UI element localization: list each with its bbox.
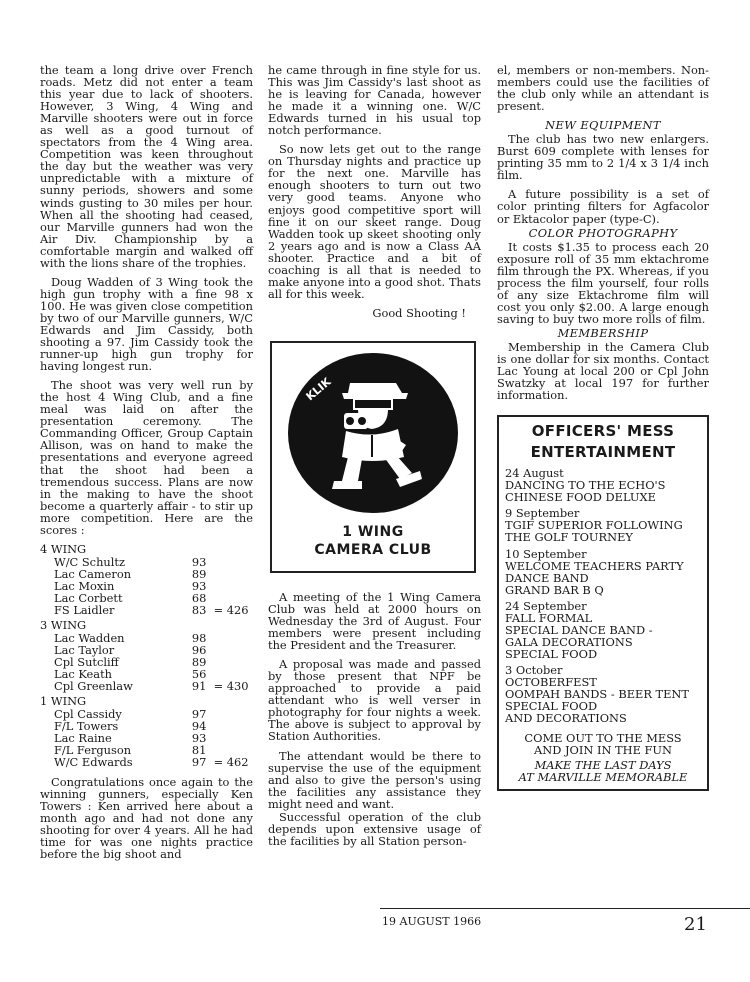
shooter-score: 89 [191, 566, 207, 581]
team-total [214, 580, 253, 592]
officers-mess-box [497, 415, 709, 791]
team-total: = 462 [213, 754, 249, 769]
shooter-score: 97 [191, 754, 207, 769]
team-total [214, 656, 253, 668]
article-paragraph: el, members or non-members. Non-members could use the facilities of the club only while an attendant is present. [497, 63, 709, 114]
shooter-name: Lac Corbett [54, 590, 123, 605]
team-name: 4 WING [40, 541, 87, 556]
event-line: SPECIAL FOOD [505, 646, 598, 661]
shooter-name: Lac Keath [54, 666, 113, 681]
mess-closing-italic: AT MARVILLE MEMORABLE [518, 770, 688, 785]
shooter-name: Lac Cameron [54, 566, 132, 581]
event-line: WELCOME TEACHERS PARTY [505, 558, 684, 573]
event-date: 24 August [505, 466, 564, 481]
shooter-score: 91 [191, 678, 207, 693]
shooter-name: Lac Moxin [54, 578, 115, 593]
shooter-name: F/L Towers [54, 718, 119, 733]
team-block [40, 695, 253, 768]
mess-title-line2: ENTERTAINMENT [530, 443, 676, 462]
event-line: AND DECORATIONS [505, 711, 627, 726]
team-total: = 426 [213, 602, 249, 617]
shooter-name: Cpl Sutcliff [54, 654, 119, 669]
score-row [40, 604, 253, 616]
event-date: 24 September [505, 598, 587, 613]
section-heading: MEMBERSHIP [557, 325, 649, 340]
event-line: SPECIAL FOOD [505, 699, 598, 714]
team-total: = 430 [213, 678, 249, 693]
shooter-name: Lac Taylor [54, 642, 115, 657]
mess-event [505, 507, 701, 543]
shooter-score: 98 [191, 630, 207, 645]
article-paragraph: Membership in the Camera Club is one dollar for six months. Contact Lac Young at local 200 or Cpl John Swatzky at local 197 for further information. [497, 339, 709, 403]
column-right [497, 64, 709, 791]
article-paragraph: the team a long drive over French roads. Metz did not enter a team this year due to lack of shooters. However, 3 Wing, 4 Wing and Marville shooters were out in force as well as a good turnout of spectators from the 4 Wing area. Competition was keen throughout the day but the weather was very unpredictable with a mixture of sunny periods, showers and some winds gusting to 30 miles per hour. When all the shooting had ceased, our Marville gunners had won the Air Div. Championship by a comfortable margin and walked off with the lions share of the trophies. [40, 63, 253, 270]
article-paragraph: he came through in fine style for us. This was Jim Cassidy's last shoot as he is leaving for Canada, however he made it a winning one. W/C Edwards turned in his usual top notch performance. [268, 63, 481, 138]
team-total [214, 556, 253, 568]
score-row [40, 756, 253, 768]
section-heading: COLOR PHOTOGRAPHY [528, 225, 678, 240]
event-line: DANCING TO THE ECHO'S [505, 478, 666, 493]
team-name: 3 WING [40, 617, 87, 632]
team-total [214, 732, 253, 744]
shooter-name: Cpl Cassidy [54, 706, 122, 721]
shooter-score: 97 [191, 706, 207, 721]
mess-closing-line: COME OUT TO THE MESS [524, 731, 682, 746]
photographer-illustration [288, 353, 458, 513]
photographer-drawing [288, 353, 458, 513]
article-paragraph: A proposal was made and passed by those present that NPF be approached to provide a paid attendant who is well verser in photography for four nights a week. The above is subject to approval by Station Authorities. [268, 657, 481, 744]
sign-off: Good Shooting ! [372, 305, 466, 320]
article-paragraph: Congratulations once again to the winning gunners, especially Ken Towers : Ken arrived here about a month ago and had not done any shooting for over 4 years. All he had time for was one nights practice before the big shoot and [40, 774, 253, 862]
shooter-score: 93 [191, 578, 207, 593]
event-line: DANCE BAND [505, 570, 589, 585]
issue-date: 19 AUGUST 1966 [382, 915, 482, 928]
shooter-name: Cpl Greenlaw [54, 678, 133, 693]
event-line: THE GOLF TOURNEY [505, 530, 633, 545]
event-line: CHINESE FOOD DELUXE [505, 490, 656, 505]
score-table [40, 543, 253, 768]
article-paragraph: A future possibility is a set of color printing filters for Agfacolor or Ektacolor paper (type-C). [497, 187, 709, 226]
team-block [40, 543, 253, 616]
column-left [40, 64, 253, 867]
event-line: TGIF SUPERIOR FOLLOWING [505, 518, 683, 533]
article-paragraph: The club has two new enlargers. Burst 609 complete with lenses for printing 35 mm to 2 1/4 x 3 1/4 inch film. [497, 132, 709, 183]
event-date: 3 October [505, 662, 563, 677]
mess-title-line1: OFFICERS' MESS [531, 422, 675, 441]
event-line: GRAND BAR B Q [505, 582, 604, 597]
shooter-name: W/C Schultz [54, 554, 125, 569]
team-name: 1 WING [40, 693, 87, 708]
shooter-score: 83 [191, 602, 207, 617]
camera-club-box [270, 341, 476, 573]
shooter-score: 68 [191, 590, 207, 605]
article-paragraph: A meeting of the 1 Wing Camera Club was held at 2000 hours on Wednesday the 3rd of August. Four members were present including the President and the Treasurer. [268, 589, 481, 653]
mess-event [505, 467, 701, 503]
article-paragraph: The attendant would be there to supervise the use of the equipment and also to give the person's using the facilities any assistance they might need and want. [268, 748, 481, 811]
shooter-score: 93 [191, 554, 207, 569]
mess-closing-italic: MAKE THE LAST DAYS [534, 758, 672, 773]
page-number: 21 [684, 914, 707, 935]
event-date: 10 September [505, 546, 587, 561]
mess-closing-line: AND JOIN IN THE FUN [534, 743, 672, 758]
article-paragraph: It costs $1.35 to process each 20 exposure roll of 35 mm ektachrome film through the PX. Whereas, if you process the film yourself, four rolls of any size Ektachrome film will cost you only $2.00. A large enough saving to buy two more rolls of film. [497, 239, 709, 326]
shooter-score: 96 [191, 642, 207, 657]
section-heading: NEW EQUIPMENT [545, 118, 661, 133]
shooter-name: Lac Wadden [54, 630, 125, 645]
shooter-name: FS Laidler [54, 602, 115, 617]
footer-rule [380, 908, 750, 909]
shooter-name: W/C Edwards [54, 754, 133, 769]
shooter-score: 89 [191, 654, 207, 669]
article-paragraph: The shoot was very well run by the host 4 Wing Club, and a fine meal was laid on after the presentation ceremony. The Commanding Officer, Group Captain Allison, was on hand to make the presentations and everyone agreed that the shoot had been a tremendous success. Plans are now in the making to have the shoot become a quarterly affair - to stir up more competition. Here are the scores : [40, 378, 253, 537]
camera-club-title-line1: 1 WING [342, 523, 404, 540]
team-total [214, 720, 253, 732]
shooter-name: Lac Raine [54, 730, 112, 745]
team-total [214, 708, 253, 720]
camera-club-title-line2: CAMERA CLUB [314, 541, 432, 558]
article-paragraph: Successful operation of the club depends upon extensive usage of the facilities by all Station person- [268, 809, 481, 848]
article-paragraph: So now lets get out to the range on Thursday nights and practice up for the next one. Marville has enough shooters to turn out two very good teams. Anyone who enjoys good competitive sport will fine it on our skeet range. Doug Wadden took up skeet shooting only 2 years ago and is now a Class AA shooter. Practice and a bit of coaching is all that is needed to make anyone into a good shot. Thats all for this week. [268, 142, 481, 301]
shooter-name: F/L Ferguson [54, 742, 132, 757]
column-middle [268, 64, 481, 854]
shooter-score: 93 [191, 730, 207, 745]
shooter-score: 81 [191, 742, 207, 757]
event-line: OCTOBERFEST [505, 674, 597, 689]
mess-event [505, 600, 701, 660]
article-paragraph: Doug Wadden of 3 Wing took the high gun trophy with a fine 98 x 100. He was given close competition by two of our Marville gunners, W/C Edwards and Jim Cassidy, both shooting a 97. Jim Cassidy took the runner-up high gun trophy for having longest run. [40, 274, 253, 374]
score-row [40, 680, 253, 692]
event-line: GALA DECORATIONS [505, 634, 633, 649]
event-date: 9 September [505, 506, 580, 521]
shooter-score: 94 [191, 718, 207, 733]
mess-event [505, 548, 701, 596]
event-line: SPECIAL DANCE BAND - [505, 622, 653, 637]
team-block [40, 619, 253, 692]
event-line: OOMPAH BANDS - BEER TENT [505, 687, 690, 702]
shooter-score: 56 [191, 666, 207, 681]
team-total [214, 568, 253, 580]
event-line: FALL FORMAL [505, 610, 593, 625]
logo-klik-text: KLIK [303, 375, 334, 404]
team-total [214, 632, 253, 644]
team-total [214, 644, 253, 656]
mess-event [505, 664, 701, 724]
